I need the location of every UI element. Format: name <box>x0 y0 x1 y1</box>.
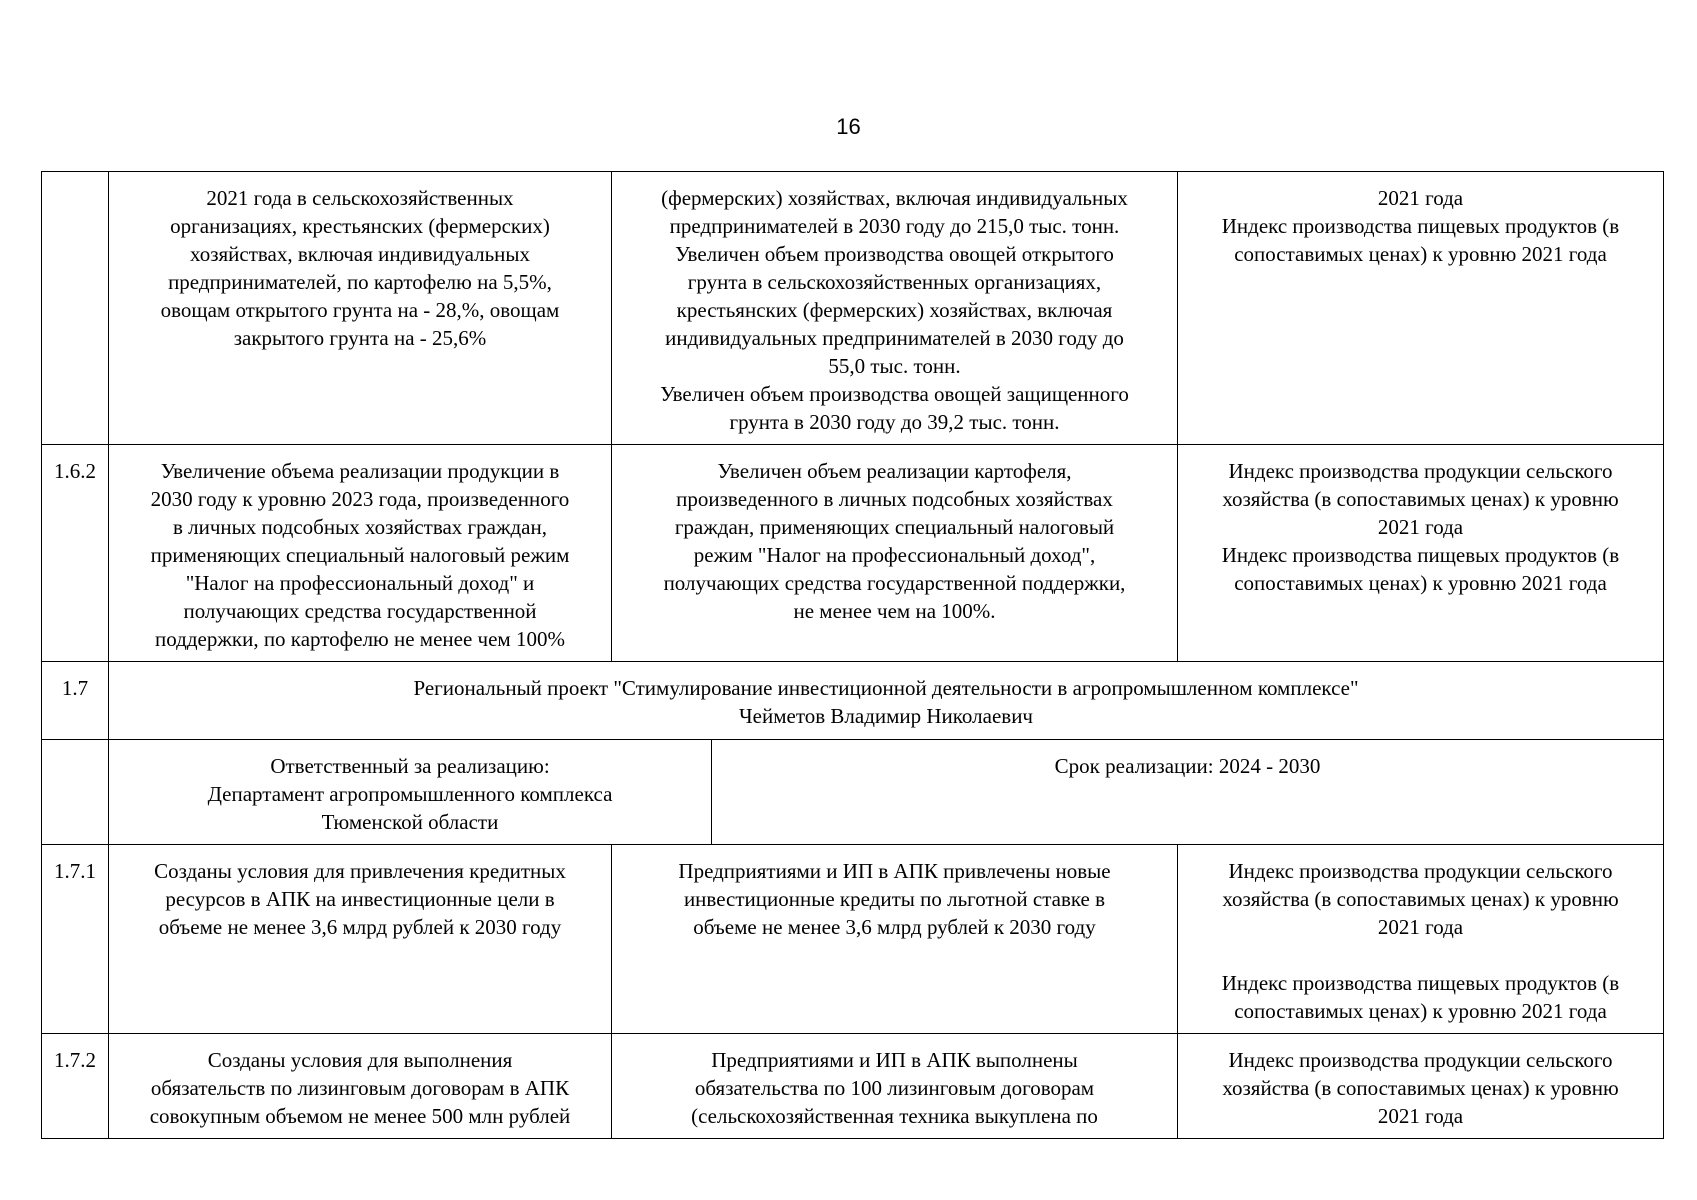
project-lead: Чейметов Владимир Николаевич <box>739 704 1033 728</box>
text-line: Увеличен объем реализации картофеля, <box>717 459 1072 483</box>
term-text: Срок реализации: 2024 - 2030 <box>1054 754 1321 778</box>
text-line: индивидуальных предпринимателей в 2030 году до <box>665 326 1124 350</box>
result-cell <box>612 845 1178 1034</box>
indicator-cell <box>1178 172 1664 445</box>
text-line: Индекс производства пищевых продуктов (в <box>1221 214 1620 238</box>
text-line: хозяйствах, включая индивидуальных <box>190 242 530 266</box>
result-cell <box>612 445 1178 662</box>
project-title-cell <box>109 662 1664 740</box>
text-line: в личных подсобных хозяйствах граждан, <box>172 515 547 539</box>
indicator-cell <box>1178 845 1664 1034</box>
text-line: овощам открытого грунта на - 28,%, овощам <box>160 298 560 322</box>
text-line: 55,0 тыс. тонн. <box>828 354 961 378</box>
spacer <box>1184 941 1657 969</box>
row-number: 1.7 <box>42 662 109 740</box>
text-line: 2021 года <box>1377 186 1464 210</box>
task-cell <box>109 1034 612 1139</box>
row-number: 1.7.1 <box>42 845 109 1034</box>
task-cell <box>109 445 612 662</box>
text-line: обязательства по 100 лизинговым договорам <box>694 1076 1095 1100</box>
text-line: Индекс производства пищевых продуктов (в <box>1221 543 1620 567</box>
text-line: "Налог на профессиональный доход" и <box>185 571 535 595</box>
text-line: Индекс производства пищевых продуктов (в <box>1221 971 1620 995</box>
text-line: сопоставимых ценах) к уровню 2021 года <box>1234 571 1607 595</box>
text-line: Предприятиями и ИП в АПК привлечены новые <box>678 859 1111 883</box>
text-line: Увеличен объем производства овощей открытого <box>675 242 1114 266</box>
indicator-cell <box>1178 1034 1664 1139</box>
text-line: предпринимателей в 2030 году до 215,0 тыс. тонн. <box>669 214 1120 238</box>
text-line: обязательств по лизинговым договорам в АПК <box>150 1076 570 1100</box>
text-line: Созданы условия для выполнения <box>207 1048 513 1072</box>
table-row <box>42 172 1664 445</box>
text-line: закрытого грунта на - 25,6% <box>233 326 487 350</box>
row-number <box>42 172 109 445</box>
result-cell <box>612 172 1178 445</box>
text-line: Ответственный за реализацию: <box>270 754 550 778</box>
text-line: Увеличен объем производства овощей защищенного <box>660 382 1129 406</box>
program-table <box>41 171 1664 1139</box>
table-row <box>42 740 1664 845</box>
project-title: Региональный проект "Стимулирование инвестиционной деятельности в агропромышленном комплексе" <box>413 676 1359 700</box>
text-line: объеме не менее 3,6 млрд рублей к 2030 году <box>693 915 1096 939</box>
text-line: 2021 года в сельскохозяйственных <box>206 186 514 210</box>
table-row <box>42 445 1664 662</box>
text-line: ресурсов в АПК на инвестиционные цели в <box>165 887 555 911</box>
text-line: инвестиционные кредиты по льготной ставке в <box>683 887 1106 911</box>
text-line: (сельскохозяйственная техника выкуплена по <box>691 1104 1098 1128</box>
text-line: произведенного в личных подсобных хозяйствах <box>676 487 1113 511</box>
row-number: 1.6.2 <box>42 445 109 662</box>
text-line: Увеличение объема реализации продукции в <box>160 459 560 483</box>
row-number: 1.7.2 <box>42 1034 109 1139</box>
text-line: граждан, применяющих специальный налоговый <box>674 515 1115 539</box>
text-line: Индекс производства продукции сельского <box>1228 459 1613 483</box>
text-line: не менее чем на 100%. <box>793 599 996 623</box>
text-line: грунта в сельскохозяйственных организациях, <box>687 270 1102 294</box>
text-line: поддержки, по картофелю не менее чем 100% <box>155 627 565 651</box>
text-line: крестьянских (фермерских) хозяйствах, включая <box>676 298 1113 322</box>
text-line: сопоставимых ценах) к уровню 2021 года <box>1234 999 1607 1023</box>
text-line: грунта в 2030 году до 39,2 тыс. тонн. <box>729 410 1060 434</box>
text-line: Индекс производства продукции сельского <box>1228 1048 1613 1072</box>
text-line: (фермерских) хозяйствах, включая индивидуальных <box>661 186 1128 210</box>
text-line: предпринимателей, по картофелю на 5,5%, <box>168 270 552 294</box>
text-line: хозяйства (в сопоставимых ценах) к уровню <box>1222 1076 1619 1100</box>
text-line: получающих средства государственной поддержки, <box>663 571 1126 595</box>
text-line: объеме не менее 3,6 млрд рублей к 2030 году <box>158 915 562 939</box>
term-cell <box>712 740 1664 845</box>
text-line: хозяйства (в сопоставимых ценах) к уровню <box>1222 887 1619 911</box>
text-line: Тюменской области <box>321 810 499 834</box>
responsible-cell <box>109 740 712 845</box>
table-row <box>42 662 1664 740</box>
indicator-cell <box>1178 445 1664 662</box>
result-cell <box>612 1034 1178 1139</box>
text-line: сопоставимых ценах) к уровню 2021 года <box>1234 242 1607 266</box>
text-line: режим "Налог на профессиональный доход", <box>693 543 1096 567</box>
task-cell <box>109 845 612 1034</box>
text-line: организациях, крестьянских (фермерских) <box>170 214 550 238</box>
table-row <box>42 1034 1664 1139</box>
text-line: Предприятиями и ИП в АПК выполнены <box>711 1048 1078 1072</box>
text-line: Индекс производства продукции сельского <box>1228 859 1613 883</box>
text-line: 2021 года <box>1377 515 1464 539</box>
text-line: хозяйства (в сопоставимых ценах) к уровню <box>1222 487 1619 511</box>
table-row <box>42 845 1664 1034</box>
text-line: Департамент агропромышленного комплекса <box>207 782 613 806</box>
text-line: Созданы условия для привлечения кредитных <box>154 859 566 883</box>
text-line: 2030 году к уровню 2023 года, произведенного <box>150 487 570 511</box>
text-line: совокупным объемом не менее 500 млн рублей <box>149 1104 571 1128</box>
page-number: 16 <box>836 114 861 139</box>
row-number <box>42 740 109 845</box>
text-line: 2021 года <box>1377 915 1464 939</box>
text-line: получающих средства государственной <box>183 599 537 623</box>
text-line: применяющих специальный налоговый режим <box>150 543 570 567</box>
text-line: 2021 года <box>1377 1104 1464 1128</box>
task-cell <box>109 172 612 445</box>
